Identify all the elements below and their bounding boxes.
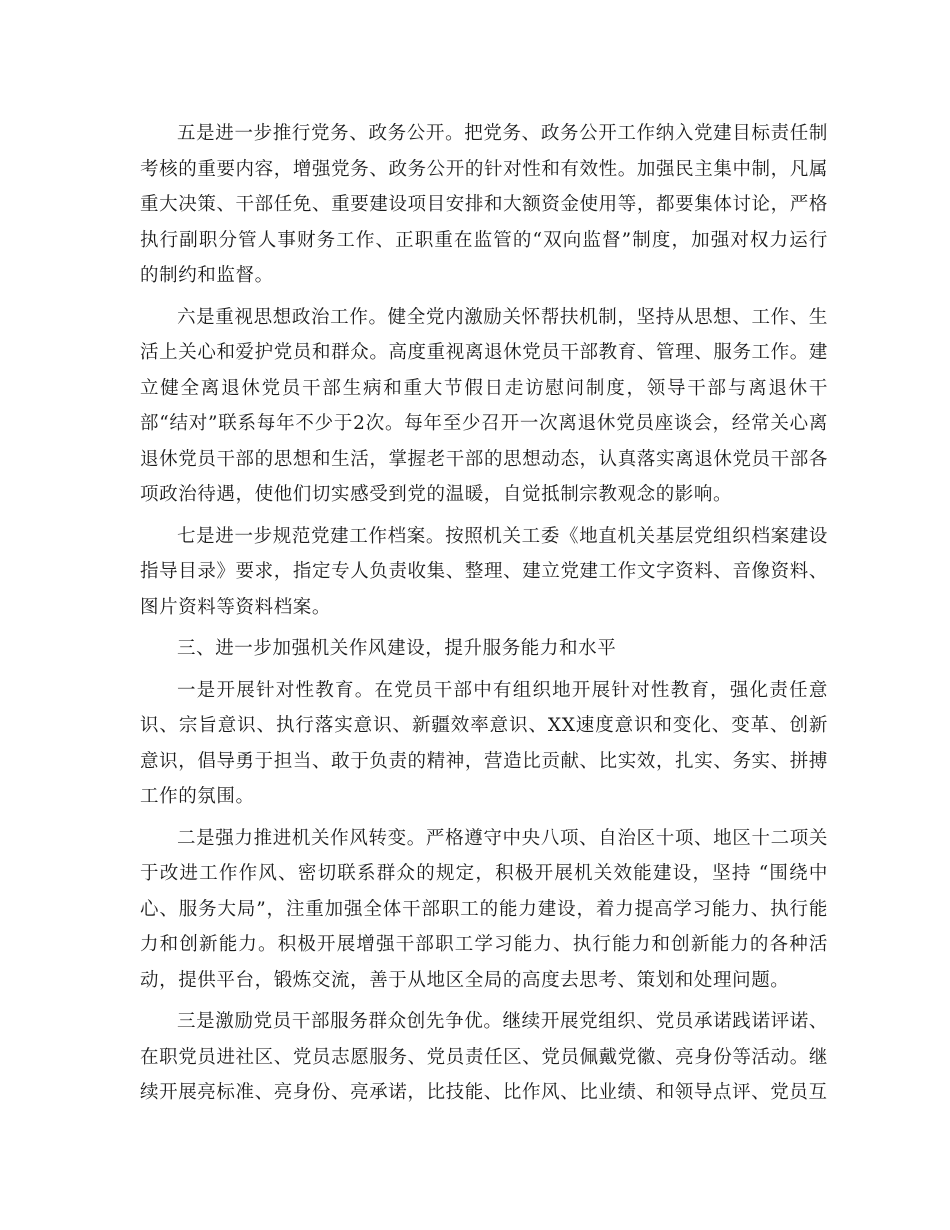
document-body — [140, 116, 828, 1117]
paragraph-item-six-ideological-work: 六是重视思想政治工作。健全党内激励关怀帮扶机制，坚持从思想、工作、生活上关心和爱护党员和群众。高度重视离退休党员干部教育、管理、服务工作。建立健全离退休党员干部生病和重大节假日走访慰问制度，领导干部与离退休干部“结对”联系每年不少于2次。每年至少召开一次离退休党员座谈会，经常关心离退休党员干部的思想和生活，掌握老干部的思想动态，认真落实离退休党员干部各项政治待遇，使他们切实感受到党的温暖，自觉抵制宗教观念的影响。 — [140, 306, 828, 505]
paragraph-item-seven-party-archives: 七是进一步规范党建工作档案。按照机关工委《地直机关基层党组织档案建设指导目录》要求，指定专人负责收集、整理、建立党建工作文字资料、音像资料、图片资料等资料档案。 — [140, 525, 828, 618]
paragraph-item-one-targeted-education: 一是开展针对性教育。在党员干部中有组织地开展针对性教育，强化责任意识、宗旨意识、执行落实意识、新疆效率意识、XX速度意识和变化、变革、创新意识，倡导勇于担当、敢于负责的精神，营造比贡献、比实效，扎实、务实、拼搏工作的氛围。 — [140, 679, 828, 807]
paragraph-item-two-work-style: 二是强力推进机关作风转变。严格遵守中央八项、自治区十项、地区十二项关于改进工作作风、密切联系群众的规定，积极开展机关效能建设，坚持 “围绕中心、服务大局”，注重加强全体干部职工的能力建设，着力提高学习能力、执行能力和创新能力。积极开展增强干部职工学习能力、执行能力和创新能力的各种活动，提供平台，锻炼交流，善于从地区全局的高度去思考、策划和处理问题。 — [140, 827, 828, 991]
paragraph-item-five-party-affairs-disclosure: 五是进一步推行党务、政务公开。把党务、政务公开工作纳入党建目标责任制考核的重要内容，增强党务、政务公开的针对性和有效性。加强民主集中制，凡属重大决策、干部任免、重要建设项目安排和大额资金使用等，都要集体讨论，严格执行副职分管人事财务工作、正职重在监管的“双向监督”制度，加强对权力运行的制约和监督。 — [140, 123, 828, 286]
section-heading-three: 三、进一步加强机关作风建设，提升服务能力和水平 — [177, 638, 617, 659]
paragraph-item-three-serve-masses: 三是激励党员干部服务群众创先争优。继续开展党组织、党员承诺践诺评诺、在职党员进社区、党员志愿服务、党员责任区、党员佩戴党徽、亮身份等活动。继续开展亮标准、亮身份、亮承诺，比技能、比作风、比业绩、和领导点评、党员互 — [140, 1011, 828, 1103]
